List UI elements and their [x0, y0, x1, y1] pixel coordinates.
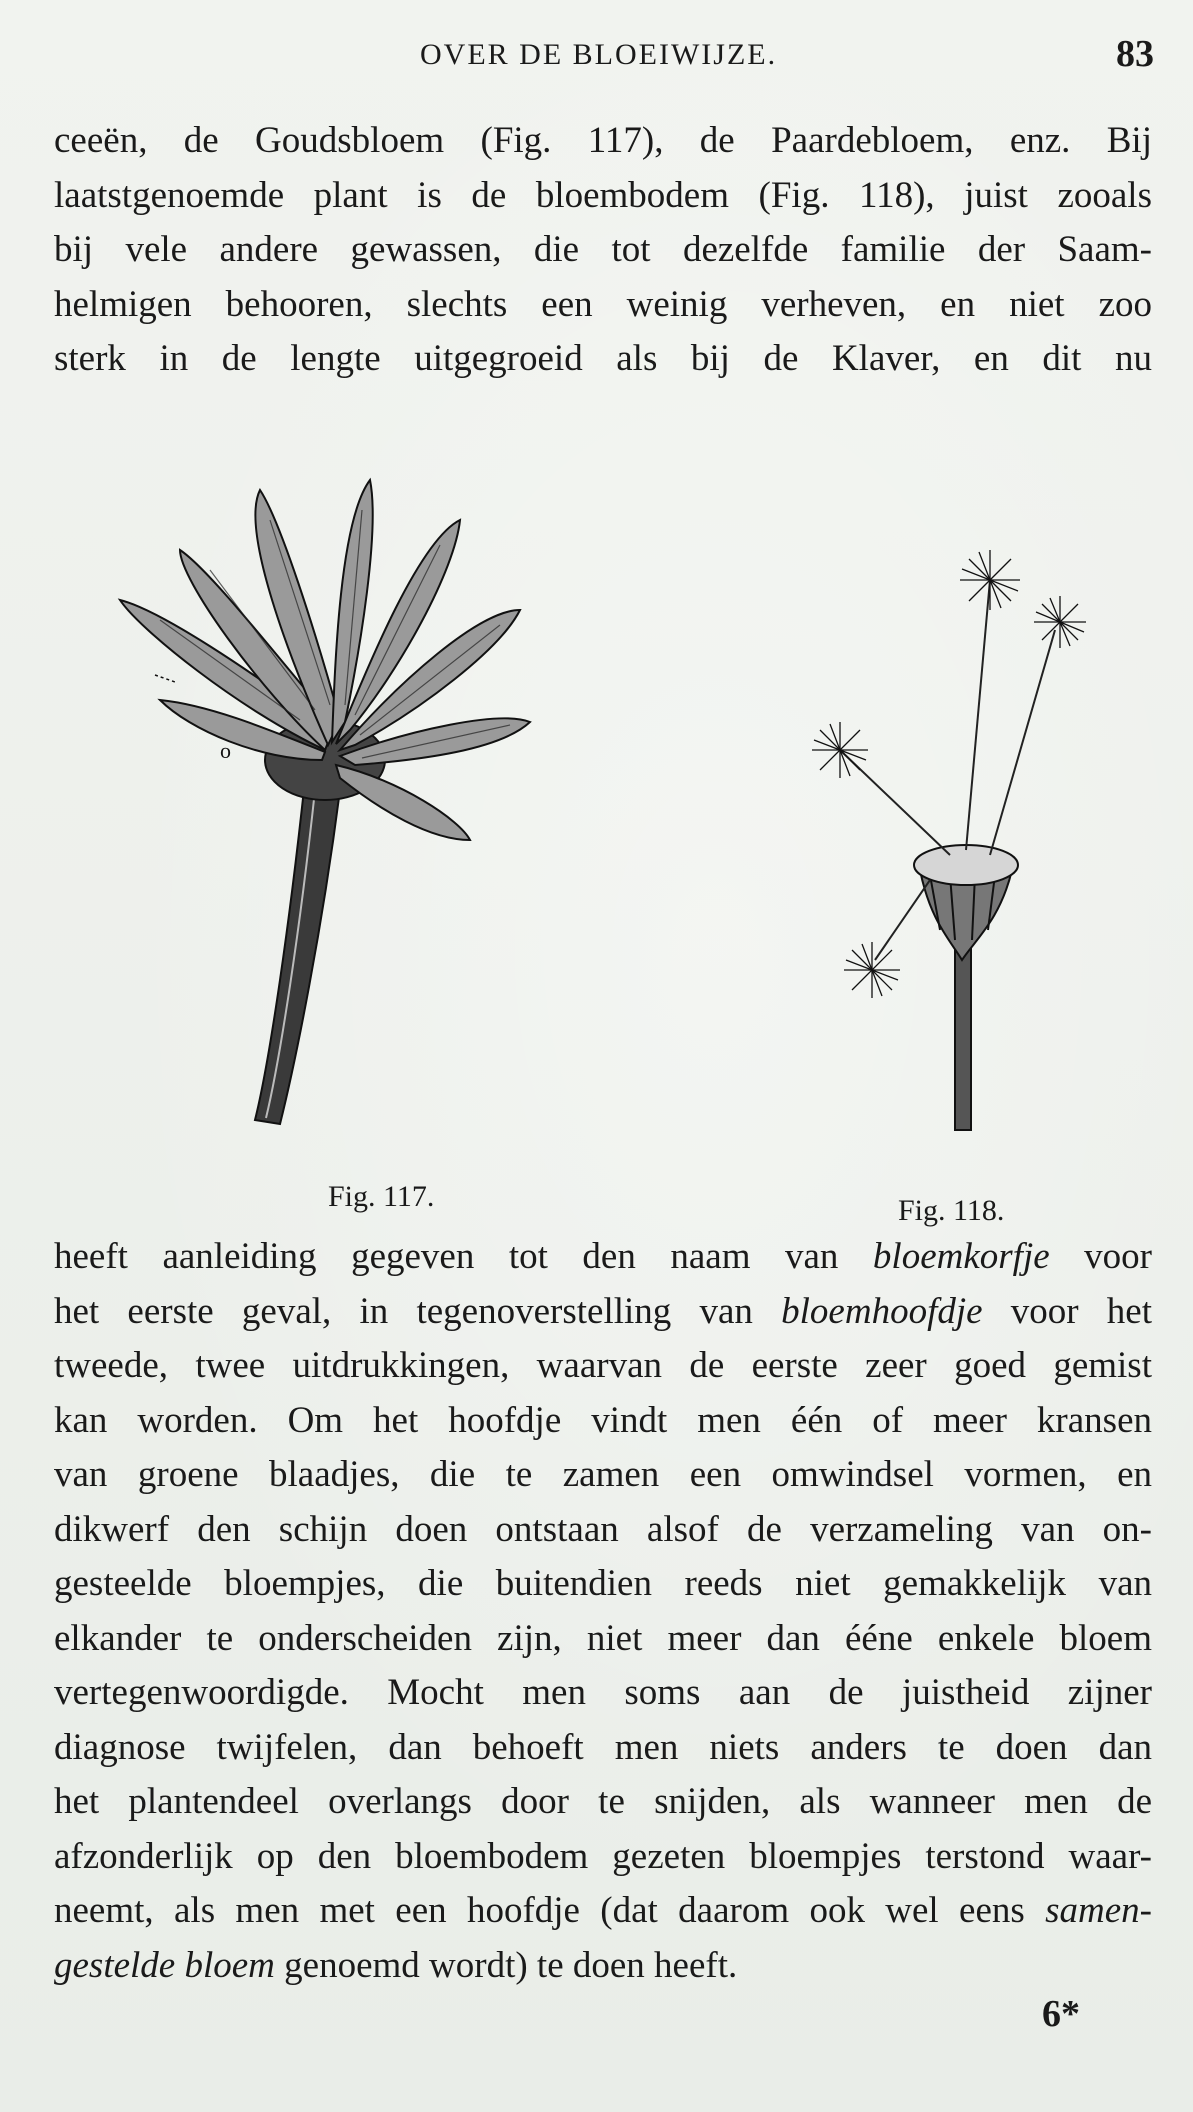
- fig-118-caption: Fig. 118.: [898, 1194, 1005, 1227]
- text-run: neemt, als men met een hoofdje (dat daarom ook wel eens: [54, 1890, 1046, 1931]
- text-line: dikwerf den schijn doen ontstaan alsof de verzameling van on-: [54, 1508, 1152, 1550]
- fig-118-dandelion-illustration: [812, 550, 1086, 1130]
- fig-117-marigold-illustration: [120, 480, 530, 1124]
- text-line: kan worden. Om het hoofdje vindt men één of meer kransen: [54, 1399, 1152, 1441]
- text-line: van groene blaadjes, die te zamen een omwindsel vormen, en: [54, 1454, 1152, 1495]
- text-line: sterk in de lengte uitgegroeid als bij de Klaver, en dit nu: [54, 338, 1152, 379]
- text-line: bij vele andere gewassen, die tot dezelfde familie der Saam-: [54, 229, 1152, 270]
- text-run: genoemd wordt) te doen heeft.: [274, 1944, 738, 1986]
- text-line: tweede, twee uitdrukkingen, waarvan de eerste zeer goed gemist: [54, 1345, 1152, 1386]
- text-line: vertegenwoordigde. Mocht men soms aan de juistheid zijner: [54, 1672, 1152, 1713]
- italic-term: samen-: [1045, 1890, 1152, 1931]
- text-line: ceeën, de Goudsbloem (Fig. 117), de Paardebloem, enz. Bij: [54, 120, 1152, 161]
- text-line: [54, 1230, 1152, 1285]
- italic-term: bloemhoofdje: [781, 1290, 983, 1332]
- text-line: helmigen behooren, slechts een weinig verheven, en niet zoo: [54, 283, 1152, 325]
- figure-illustrations: [100, 460, 1120, 1220]
- text-run: het eerste geval, in tegenoverstelling van: [54, 1290, 782, 1332]
- italic-term: gestelde bloem: [54, 1944, 275, 1986]
- text-run: voor het: [982, 1290, 1152, 1332]
- text-line: elkander te onderscheiden zijn, niet meer dan ééne enkele bloem: [54, 1617, 1152, 1659]
- text-line: afzonderlijk op den bloembodem gezeten bloempjes terstond waar-: [54, 1835, 1152, 1877]
- page-number: 83: [1116, 33, 1154, 75]
- bottom-paragraph: [54, 1230, 1152, 1993]
- text-run: voor: [1049, 1236, 1152, 1277]
- running-head: OVER DE BLOEIWIJZE.: [420, 38, 778, 71]
- top-paragraph: [54, 114, 1152, 387]
- text-line: [54, 1939, 1152, 1994]
- text-line: [54, 1285, 1152, 1340]
- fig-117-label-mark: o: [220, 738, 231, 763]
- fig-117-caption: Fig. 117.: [328, 1180, 435, 1213]
- signature-mark: 6*: [1042, 1993, 1080, 2035]
- text-line: gesteelde bloempjes, die buitendien reeds niet gemakkelijk van: [54, 1563, 1152, 1604]
- text-line: [54, 1884, 1152, 1939]
- text-line: diagnose twijfelen, dan behoeft men niets anders te doen dan: [54, 1726, 1152, 1768]
- text-line: het plantendeel overlangs door te snijden, als wanneer men de: [54, 1781, 1152, 1822]
- italic-term: bloemkorfje: [872, 1236, 1050, 1277]
- text-line: laatstgenoemde plant is de bloembodem (Fig. 118), juist zooals: [54, 174, 1152, 216]
- text-run: heeft aanleiding gegeven tot den naam van: [54, 1236, 873, 1277]
